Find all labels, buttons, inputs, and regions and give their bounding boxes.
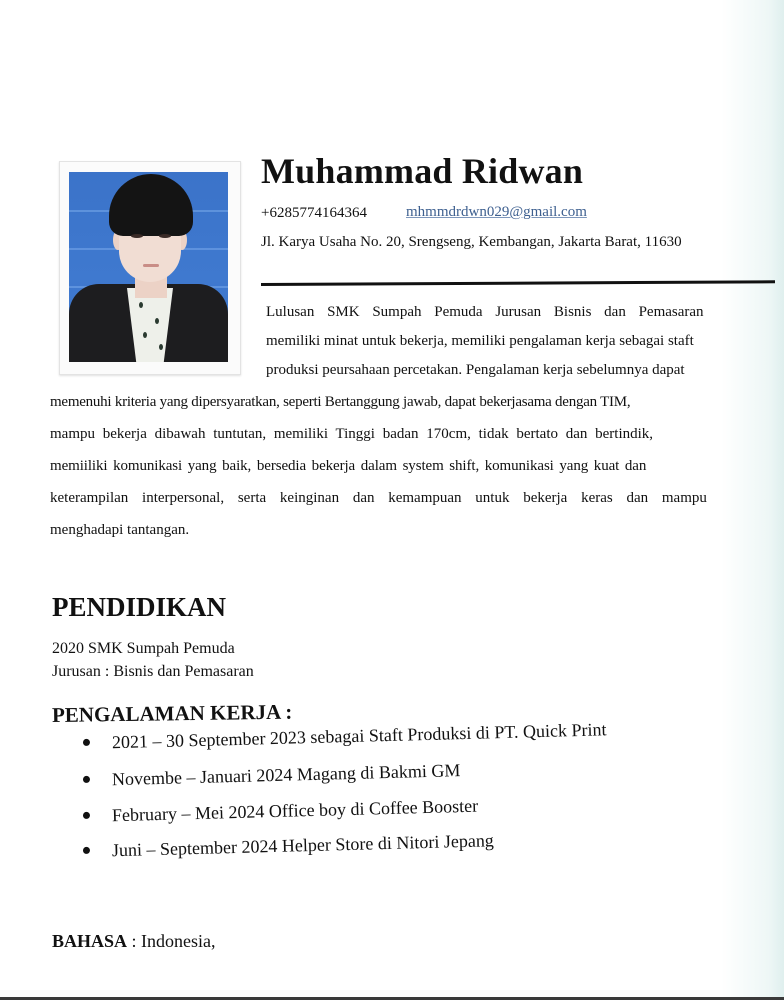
language-label: BAHASA: [52, 931, 128, 951]
education-major: Jurusan : Bisnis dan Pemasaran: [52, 663, 254, 680]
candidate-name: Muhammad Ridwan: [261, 151, 584, 191]
experience-item: [83, 796, 479, 827]
experience-heading: PENGALAMAN KERJA :: [51, 699, 293, 727]
profile-photo-frame: [59, 161, 241, 375]
address: Jl. Karya Usaha No. 20, Srengseng, Kembangan, Jakarta Barat, 11630: [261, 234, 682, 250]
education-school: 2020 SMK Sumpah Pemuda: [52, 640, 235, 657]
profile-photo: [69, 172, 228, 362]
summary-line: memiiliki komunikasi yang baik, bersedia bekerja dalam system shift, komunikasi yang kuat dan: [50, 458, 647, 474]
summary-line: Lulusan SMK Sumpah Pemuda Jurusan Bisnis dan Pemasaran: [266, 304, 704, 320]
experience-item-text: Juni – September 2024 Helper Store di Nitori Jepang: [111, 830, 495, 861]
summary-line: memenuhi kriteria yang dipersyaratkan, seperti Bertanggung jawab, dapat bekerjasama dengan TIM,: [50, 394, 631, 410]
bullet-icon: [83, 812, 90, 819]
header-divider: [261, 280, 775, 286]
experience-item: [83, 760, 461, 791]
summary-line: produksi peursahaan percetakan. Pengalaman kerja sebelumnya dapat: [266, 362, 685, 378]
experience-item: [83, 830, 494, 862]
language-value: Indonesia,: [141, 931, 216, 951]
summary-line: keterampilan interpersonal, serta keinginan dan kemampuan untuk bekerja keras dan mampu: [50, 490, 707, 506]
phone-number: +6285774164364: [261, 205, 367, 221]
summary-line: menghadapi tantangan.: [50, 522, 190, 538]
summary-line: memiliki minat untuk bekerja, memiliki pengalaman kerja sebagai staft: [266, 333, 694, 349]
language-line: [52, 931, 216, 952]
bullet-icon: [83, 776, 90, 783]
experience-item-text: February – Mei 2024 Office boy di Coffee Booster: [111, 795, 479, 826]
experience-item-text: 2021 – 30 September 2023 sebagai Staft Produksi di PT. Quick Print: [111, 719, 607, 753]
summary-line: mampu bekerja dibawah tuntutan, memiliki Tinggi badan 170cm, tidak bertato dan bertindik,: [50, 426, 654, 442]
education-heading: PENDIDIKAN: [52, 592, 227, 622]
bullet-icon: [83, 739, 90, 746]
experience-item-text: Novembe – Januari 2024 Magang di Bakmi GM: [111, 760, 461, 790]
email-link[interactable]: mhmmdrdwn029@gmail.com: [406, 204, 587, 220]
bullet-icon: [83, 847, 90, 854]
language-separator: :: [127, 931, 142, 951]
